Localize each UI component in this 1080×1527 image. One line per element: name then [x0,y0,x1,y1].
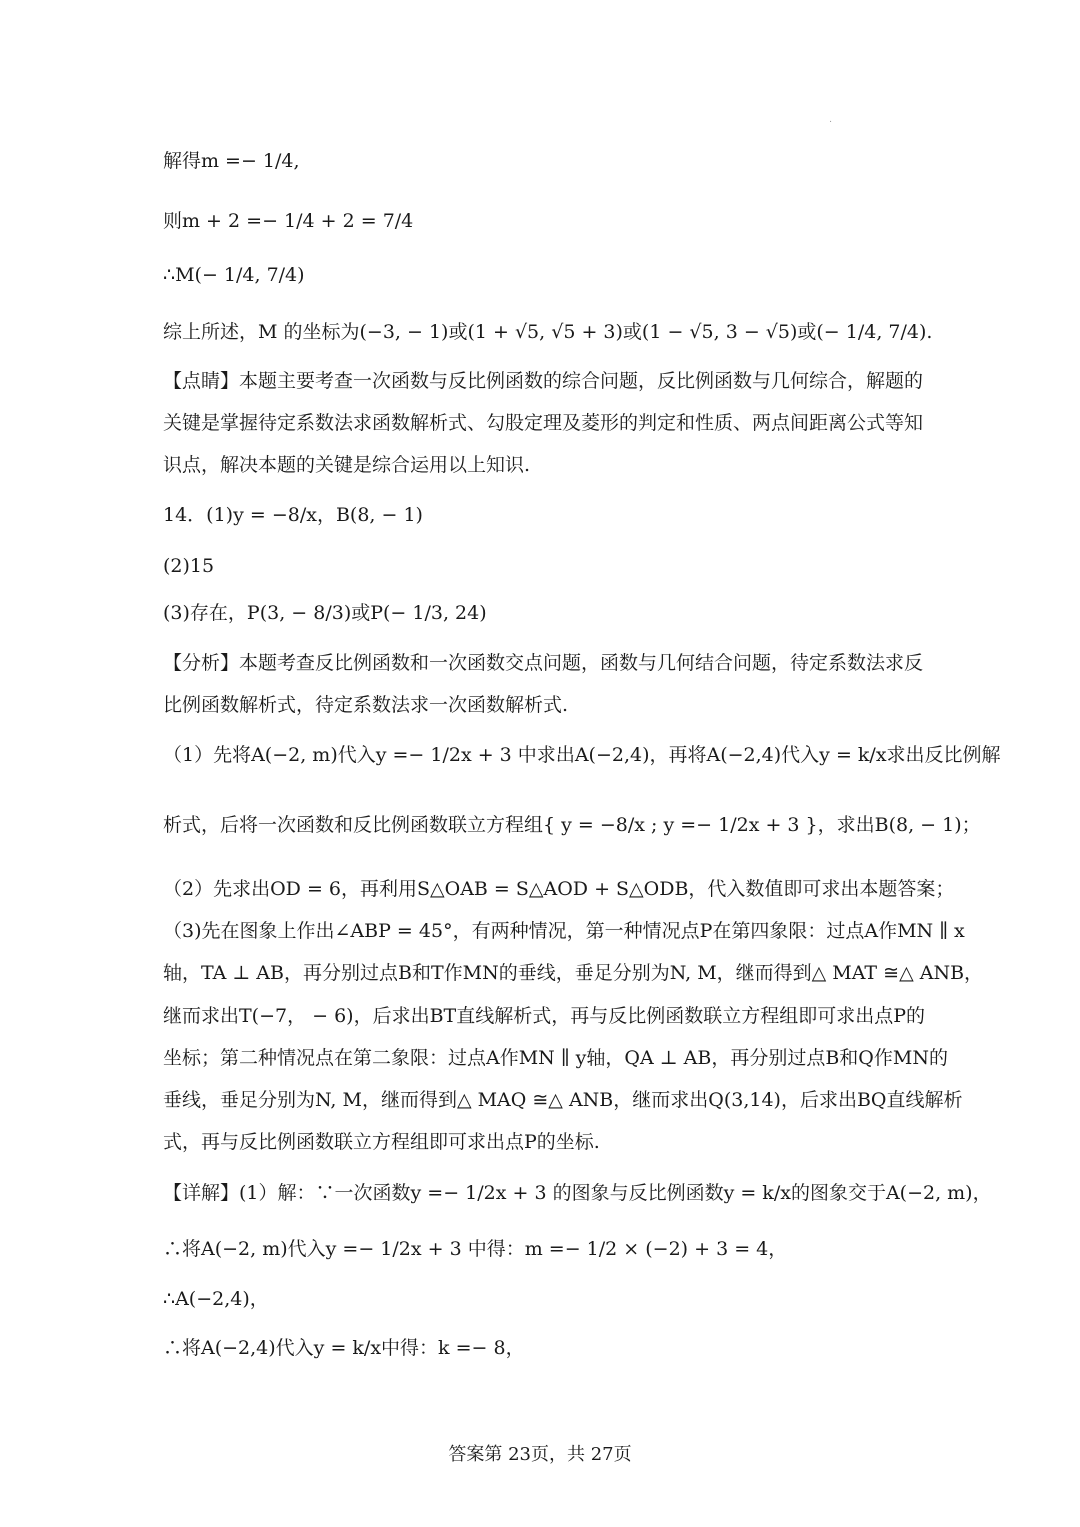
text-line: ∴M(− 1/4, 7/4) [163,264,305,286]
text-line: (2)15 [163,555,215,577]
text-line: ∴将A(−2,4)代入y = k/x中得：k =− 8， [163,1337,525,1359]
text-line: 比例函数解析式，待定系数法求一次函数解析式. [163,694,569,716]
text-line: 【点睛】本题主要考查一次函数与反比例函数的综合问题，反比例函数与几何综合，解题的 [163,370,924,392]
text-line: 综上所述，M 的坐标为(−3, − 1)或(1 + √5, √5 + 3)或(1 − √5, 3 − √5)或(− 1/4, 7/4). [163,321,933,343]
text-line: 轴，TA ⊥ AB，再分别过点B和T作MN的垂线，垂足分别为N, M，继而得到△ MAT ≅△ ANB， [163,962,984,984]
text-line: 则m + 2 =− 1/4 + 2 = 7/4 [163,210,414,232]
text-line: 识点，解决本题的关键是综合运用以上知识. [163,454,531,476]
text-line: 14．(1)y = −8/x，B(8, − 1) [163,504,423,526]
text-line: (3)存在，P(3, − 8/3)或P(− 1/3, 24) [163,602,487,624]
text-line: ∴A(−2,4)， [163,1288,269,1310]
text-line: 【详解】(1）解：∵一次函数y =− 1/2x + 3 的图象与反比例函数y = k/x的图象交于A(−2, m)， [163,1182,992,1204]
text-line: （3)先在图象上作出∠ABP = 45°，有两种情况，第一种情况点P在第四象限：过点A作MN ∥ x [163,920,965,942]
text-line: 坐标；第二种情况点在第二象限：过点A作MN ∥ y轴，QA ⊥ AB，再分别过点B和Q作MN的 [163,1047,948,1069]
text-line: 析式，后将一次函数和反比例函数联立方程组{ y = −8/x ; y =− 1/2x + 3 }，求出B(8, − 1)； [163,814,981,836]
text-line: ∴将A(−2, m)代入y =− 1/2x + 3 中得：m =− 1/2 × (−2) + 3 = 4， [163,1238,788,1260]
text-line: 关键是掌握待定系数法求函数解析式、勾股定理及菱形的判定和性质、两点间距离公式等知 [163,412,924,434]
text-line: 垂线，垂足分别为N, M，继而得到△ MAQ ≅△ ANB，继而求出Q(3,14)，后求出BQ直线解析 [163,1089,963,1111]
text-line: （2）先求出OD = 6，再利用S△OAB = S△AOD + S△ODB，代入数值即可求出本题答案； [163,878,955,900]
page-footer: 答案第 23页，共 27页 [448,1444,632,1465]
text-line: 【分析】本题考查反比例函数和一次函数交点问题，函数与几何结合问题，待定系数法求反 [163,652,924,674]
text-line: 解得m =− 1/4, [163,150,300,172]
text-line: （1）先将A(−2, m)代入y =− 1/2x + 3 中求出A(−2,4)，再将A(−2,4)代入y = k/x求出反比例解 [163,744,1001,766]
text-line: 继而求出T(−7， − 6)，后求出BT直线解析式，再与反比例函数联立方程组即可求出点P的 [163,1005,926,1027]
corner-mark: . [829,115,832,125]
text-line: 式，再与反比例函数联立方程组即可求出点P的坐标. [163,1131,600,1153]
